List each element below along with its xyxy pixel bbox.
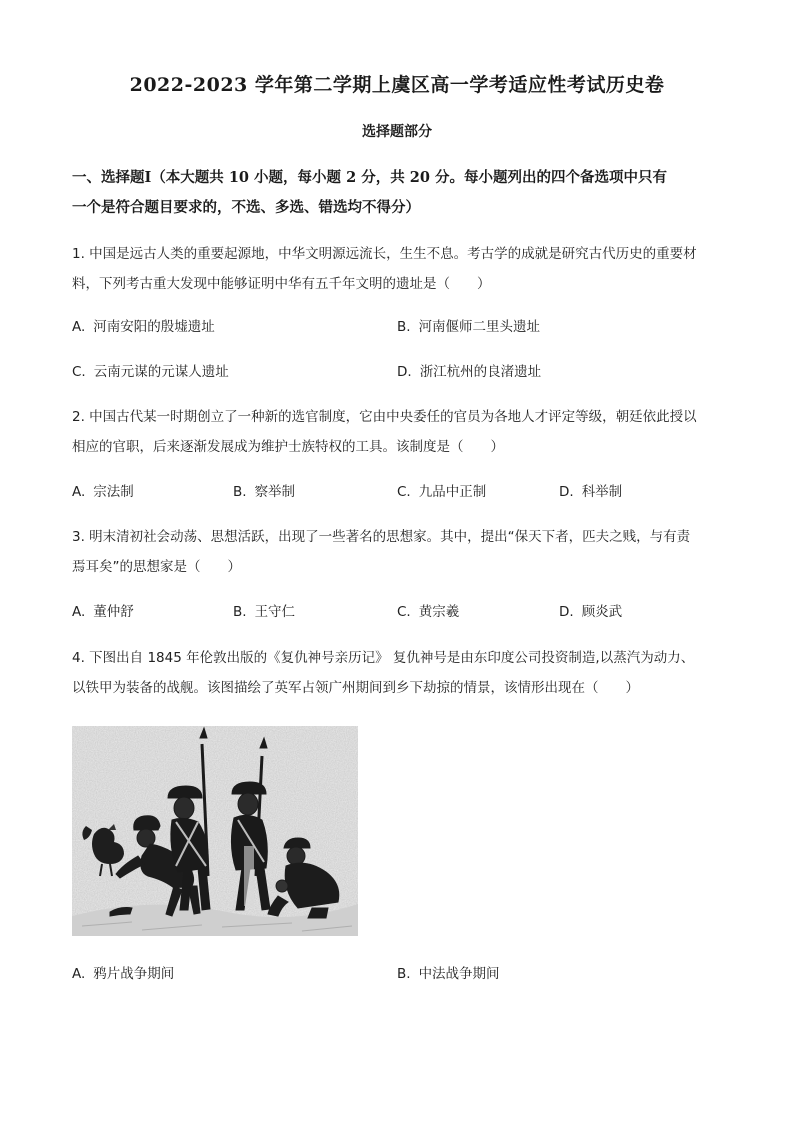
question-2 xyxy=(72,402,724,462)
option-letter: D. xyxy=(559,604,574,620)
option-text: 察举制 xyxy=(254,484,296,500)
question-1-line-1: 1. 中国是远古人类的重要起源地，中华文明源远流长，生生不息。考古学的成就是研究古代历史的重要材 xyxy=(72,246,697,262)
option-text: 董仲舒 xyxy=(93,604,134,620)
option-letter: A. xyxy=(72,484,86,500)
question-4-line-1: 4. 下图出自 1845 年伦敦出版的《复仇神号亲历记》 复仇神号是由东印度公司投资制造,以蒸汽为动力、 xyxy=(72,650,695,666)
section-heading xyxy=(72,163,724,223)
question-2-option-d[interactable] xyxy=(559,482,622,502)
question-3-line-2: 焉耳矣”的思想家是（ ） xyxy=(72,559,241,575)
part-subtitle: 选择题部分 xyxy=(362,124,432,140)
question-1-option-c[interactable] xyxy=(72,362,229,382)
option-text: 鸦片战争期间 xyxy=(93,966,175,982)
section-heading-line-2: 一个是符合题目要求的，不选、多选、错选均不得分） xyxy=(72,199,420,216)
section-heading-line-1: 一、选择题Ⅰ（本大题共 10 小题，每小题 2 分，共 20 分。每小题列出的四个备选项中只有 xyxy=(72,169,668,186)
option-letter: C. xyxy=(72,364,86,380)
option-text: 河南安阳的殷墟遗址 xyxy=(93,319,215,335)
option-letter: C. xyxy=(397,484,411,500)
question-3 xyxy=(72,522,724,582)
question-4-line-2: 以铁甲为装备的战舰。该图描绘了英军占领广州期间到乡下劫掠的情景，该情形出现在（ ） xyxy=(72,680,639,696)
option-text: 黄宗羲 xyxy=(418,604,460,620)
option-letter: B. xyxy=(397,319,411,335)
historical-engraving-image xyxy=(72,726,358,936)
option-letter: D. xyxy=(559,484,574,500)
option-letter: B. xyxy=(233,484,247,500)
exam-title: 2022-2023 学年第二学期上虞区高一学考适应性考试历史卷 xyxy=(129,74,665,96)
option-text: 浙江杭州的良渚遗址 xyxy=(419,364,542,380)
option-letter: A. xyxy=(72,966,86,982)
question-1-line-2: 料，下列考古重大发现中能够证明中华有五千年文明的遗址是（ ） xyxy=(72,276,491,292)
question-2-option-b[interactable] xyxy=(233,482,295,502)
option-text: 河南偃师二里头遗址 xyxy=(418,319,541,335)
option-letter: A. xyxy=(72,604,86,620)
question-3-line-1: 3. 明末清初社会动荡、思想活跃，出现了一些著名的思想家。其中，提出“保天下者，匹夫之贱，与有责 xyxy=(72,529,691,545)
question-3-option-b[interactable] xyxy=(233,602,295,622)
question-2-option-a[interactable] xyxy=(72,482,134,502)
option-text: 王守仁 xyxy=(254,604,296,620)
option-text: 九品中正制 xyxy=(418,484,487,500)
question-1-option-a[interactable] xyxy=(72,317,215,337)
option-letter: C. xyxy=(397,604,411,620)
question-1 xyxy=(72,239,724,299)
question-1-option-b[interactable] xyxy=(397,317,540,337)
option-text: 科举制 xyxy=(581,484,623,500)
question-4-option-a[interactable] xyxy=(72,964,174,984)
option-letter: A. xyxy=(72,319,86,335)
option-letter: B. xyxy=(233,604,247,620)
question-3-option-d[interactable] xyxy=(559,602,622,622)
option-letter: D. xyxy=(397,364,412,380)
option-text: 中法战争期间 xyxy=(418,966,500,982)
option-text: 云南元谋的元谋人遗址 xyxy=(93,364,229,380)
option-text: 顾炎武 xyxy=(581,604,623,620)
question-1-option-d[interactable] xyxy=(397,362,541,382)
question-4-option-b[interactable] xyxy=(397,964,500,984)
question-3-option-a[interactable] xyxy=(72,602,134,622)
question-2-option-c[interactable] xyxy=(397,482,486,502)
question-2-line-1: 2. 中国古代某一时期创立了一种新的选官制度，它由中央委任的官员为各地人才评定等级，朝廷依此授以 xyxy=(72,409,697,425)
option-letter: B. xyxy=(397,966,411,982)
question-4 xyxy=(72,643,724,703)
question-2-line-2: 相应的官职，后来逐渐发展成为维护士族特权的工具。该制度是（ ） xyxy=(72,439,504,455)
question-3-option-c[interactable] xyxy=(397,602,459,622)
option-text: 宗法制 xyxy=(93,484,134,500)
